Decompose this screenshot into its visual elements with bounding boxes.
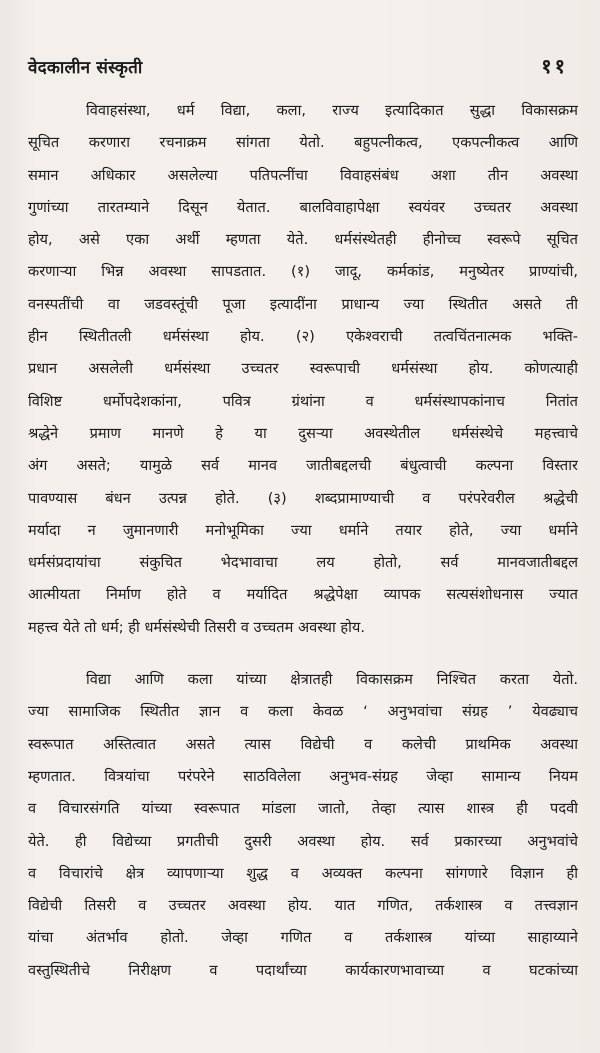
text-line: वनस्पतींची वा जडवस्तूंची पूजा इत्यादींना प्राधान्य ज्या स्थितीत असते ती [28, 295, 578, 313]
text-line: पावण्यास बंधन उत्पन्न होते. (३) शब्दप्रामाण्याची व परंपरेवरील श्रद्धेची [28, 489, 578, 507]
text-line: व विचारांचे क्षेत्र व्यापणाऱ्या शुद्ध व अव्यक्त कल्पना सांगणारे विज्ञान ही [28, 864, 578, 882]
text-line: हीन स्थितीतली धर्मसंस्था होय. (२) एकेश्वराची तत्वचिंतनात्मक भक्ति- [28, 328, 578, 346]
page-number: ११ [541, 54, 568, 78]
text-line: वस्तुस्थितीचे निरीक्षण व पदार्थांच्या कार्यकारणभावाच्या व घटकांच्या [28, 961, 578, 979]
text-line: श्रद्धेने प्रमाण मानणे हे या दुसऱ्या अवस्थेतील धर्मसंस्थेचे महत्त्वाचे [28, 424, 578, 442]
text-line: विद्येची तिसरी व उच्चतर अवस्था होय. यात गणित, तर्कशास्त्र व तत्त्वज्ञान [28, 897, 578, 915]
text-line: स्वरूपात अस्तित्वात असते त्यास विद्येची व कलेची प्राथमिक अवस्था [28, 735, 578, 753]
text-line: अंग असते; यामुळे सर्व मानव जातीबद्दलची बंधुत्वाची कल्पना विस्तार [28, 457, 578, 475]
text-line: आत्मीयता निर्माण होते व मर्यादित श्रद्धेपेक्षा व्यापक सत्यसंशोधनास ज्यात [28, 586, 578, 604]
text-line: समान अधिकार असलेल्या पतिपत्नींचा विवाहसंबंध अशा तीन अवस्था [28, 166, 578, 184]
text-line: गुणांच्या तारतम्याने दिसून येतात. बालविवाहापेक्षा स्वयंवर उच्चतर अवस्था [28, 198, 578, 216]
text-line: यांचा अंतर्भाव होतो. जेव्हा गणित व तर्कशास्त्र यांच्या साहाय्याने [28, 929, 578, 947]
text-line: ज्या सामाजिक स्थितीत ज्ञान व कला केवळ ‘ अनुभवांचा संग्रह ’ येवढ्याच [28, 703, 578, 721]
text-line: मर्यादा न जुमानणारी मनोभूमिका ज्या धर्माने तयार होते, ज्या धर्माने [28, 521, 578, 539]
text-line: येते. ही विद्येच्या प्रगतीची दुसरी अवस्था होय. सर्व प्रकारच्या अनुभवांचे [28, 832, 578, 850]
text-line: सूचित करणारा रचनाक्रम सांगता येतो. बहुपत्नीकत्व, एकपत्नीकत्व आणि [28, 134, 578, 152]
paragraph-1 [28, 95, 578, 644]
text-line: महत्त्व येते तो धर्म; ही धर्मसंस्थेची तिसरी व उच्चतम अवस्था होय. [28, 618, 365, 636]
text-line: व विचारसंगति यांच्या स्वरूपात मांडला जातो, तेव्हा त्यास शास्त्र ही पदवी [28, 800, 578, 818]
text-line: म्हणतात. वित्रयांचा परंपरेने साठविलेला अनुभव-संग्रह जेव्हा सामान्य नियम [28, 767, 578, 785]
paragraph-2 [28, 664, 578, 987]
text-line: होय, असे एका अर्थी म्हणता येते. धर्मसंस्थेतही हीनोच्च स्वरूपे सूचित [28, 231, 578, 249]
text-line: विशिष्ट धर्मोपदेशकांना, पवित्र ग्रंथांना व धर्मसंस्थापकांनाच नितांत [28, 392, 578, 410]
text-line: विवाहसंस्था, धर्म विद्या, कला, राज्य इत्यादिकात सुद्धा विकासक्रम [86, 102, 578, 119]
running-title: वेदकालीन संस्कृती [28, 58, 143, 78]
text-line: करणाऱ्या भिन्न अवस्था सापडतात. (१) जादू, कर्मकांड, मनुष्येतर प्राण्यांची, [28, 263, 578, 281]
text-line: धर्मसंप्रदायांचा संकुचित भेदभावाचा लय होतो, सर्व मानवजातीबद्दल [28, 554, 578, 572]
text-line: प्रधान असलेली धर्मसंस्था उच्चतर स्वरूपाची धर्मसंस्था होय. कोणत्याही [28, 360, 578, 378]
text-line: विद्या आणि कला यांच्या क्षेत्रातही विकासक्रम निश्चित करता येतो. [86, 671, 578, 689]
page-header [28, 52, 578, 79]
